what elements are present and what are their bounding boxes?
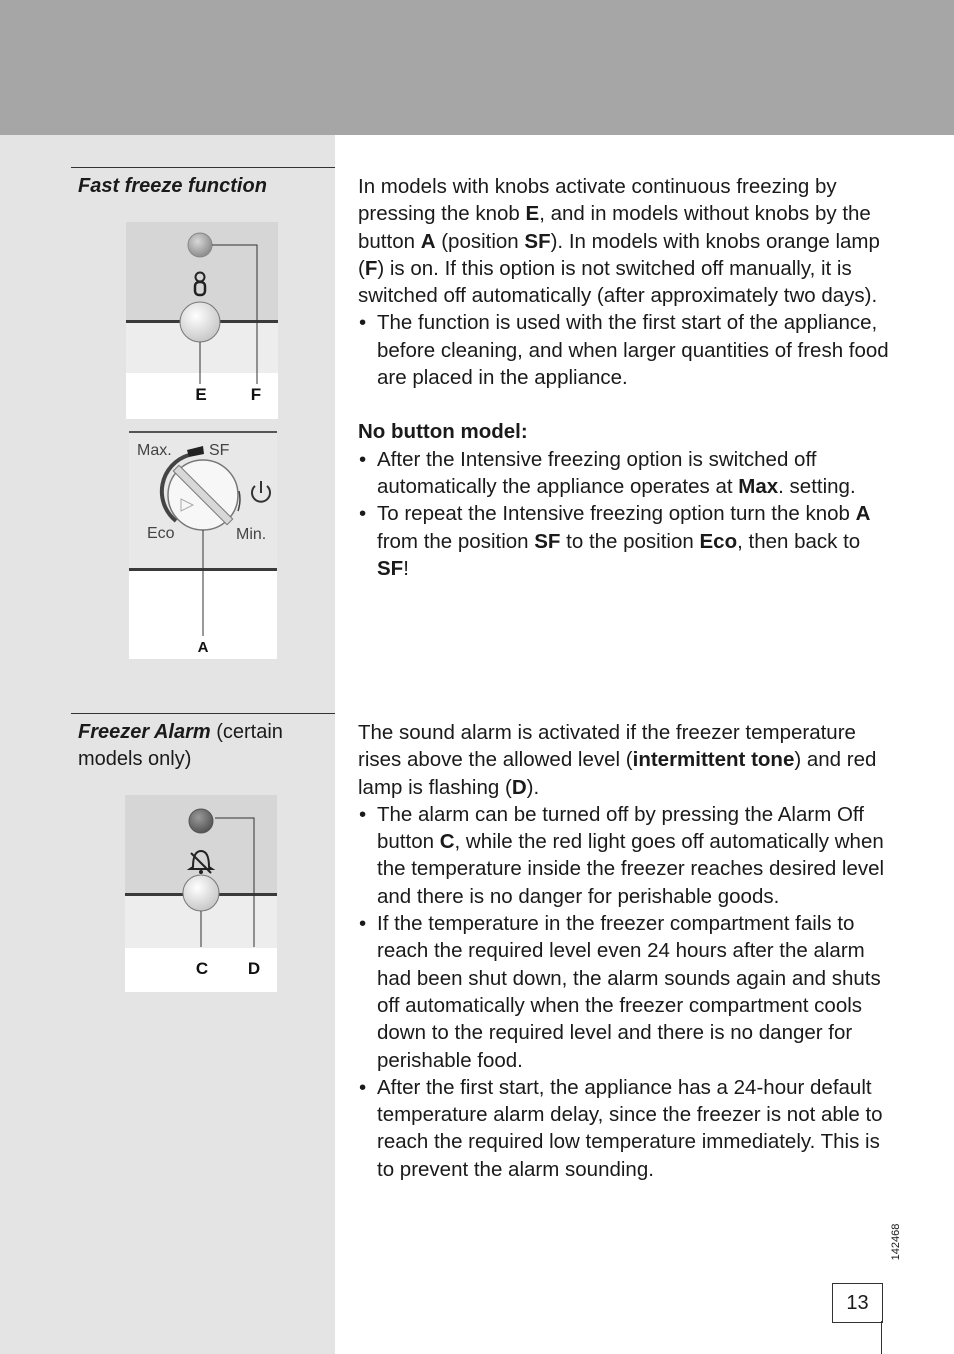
freezer-alarm-body xyxy=(358,719,893,1183)
list-item: • The function is used with the first start of the appliance, before cleaning, and when larger quantities of fresh food are placed in the appliance. xyxy=(358,309,893,391)
section-rule-fast-freeze xyxy=(71,167,335,168)
dial-label-eco: Eco xyxy=(147,525,175,542)
list-item: • After the Intensive freezing option is switched off automatically the appliance operates at Max. setting. xyxy=(358,446,893,501)
label-d: D xyxy=(247,959,261,978)
list-item: • After the first start, the appliance has a 24-hour default temperature alarm delay, since the freezer is not able to reach the required low temperature immediately. This is to prevent the alarm sounding. xyxy=(358,1074,893,1183)
section-rule-freezer-alarm xyxy=(71,713,335,714)
header-band xyxy=(0,0,954,135)
thermostat-dial-figure xyxy=(129,431,277,659)
dial-label-min: Min. xyxy=(236,526,267,543)
freezer-alarm-title-rest: (certain models only) xyxy=(78,721,283,770)
label-a: A xyxy=(197,639,209,656)
label-f: F xyxy=(250,385,262,404)
label-e: E xyxy=(195,385,207,404)
freezer-alarm-title-bold: Freezer Alarm xyxy=(78,721,211,743)
page-number: 13 xyxy=(832,1283,883,1323)
fast-freeze-knob-figure xyxy=(126,222,278,419)
no-button-heading-text: No button model: xyxy=(358,420,528,444)
list-item: • If the temperature in the freezer compartment fails to reach the required level even 24 hours after the alarm had been shut down, the alarm sounds again and shuts off automatically when the freezer compartment cools down to the required level and there is no danger for perishable food. xyxy=(358,910,893,1074)
freezer-alarm-title xyxy=(78,719,328,773)
alarm-off-button xyxy=(183,875,219,911)
freezer-alarm-intro: The sound alarm is activated if the freezer temperature rises above the allowed level (intermittent tone) and red lamp is flashing (D). xyxy=(358,721,877,799)
page-number-rule xyxy=(881,1321,882,1354)
list-item: • The alarm can be turned off by pressing the Alarm Off button C, while the red light goes off automatically when the temperature inside the freezer reaches desired level and there is no danger for perishable goods. xyxy=(358,801,893,910)
fast-freeze-title xyxy=(78,173,267,200)
list-item: • To repeat the Intensive freezing option turn the knob A from the position SF to the position Eco, then back to SF! xyxy=(358,500,893,582)
no-button-heading xyxy=(358,418,893,445)
dial-label-sf: SF xyxy=(209,442,230,459)
fast-freeze-bullets xyxy=(358,309,893,391)
document-code: 142468 xyxy=(890,1223,902,1261)
no-button-bullets xyxy=(358,446,893,582)
red-alarm-lamp xyxy=(189,809,213,833)
alarm-button-figure xyxy=(125,795,277,992)
fast-freeze-knob xyxy=(180,302,220,342)
fast-freeze-intro: In models with knobs activate continuous freezing by pressing the knob E, and in models without knobs by the button A (position SF). In models with knobs orange lamp (F) is on. If this option is not switched off manually, it is switched off automatically (after approximately two days). xyxy=(358,175,880,308)
fast-freeze-body xyxy=(358,173,893,582)
label-c: C xyxy=(195,959,209,978)
orange-lamp-indicator xyxy=(188,233,212,257)
fast-freeze-title-text: Fast freeze function xyxy=(78,175,267,197)
dial-label-max: Max. xyxy=(137,442,172,459)
freezer-alarm-bullets xyxy=(358,801,893,1183)
